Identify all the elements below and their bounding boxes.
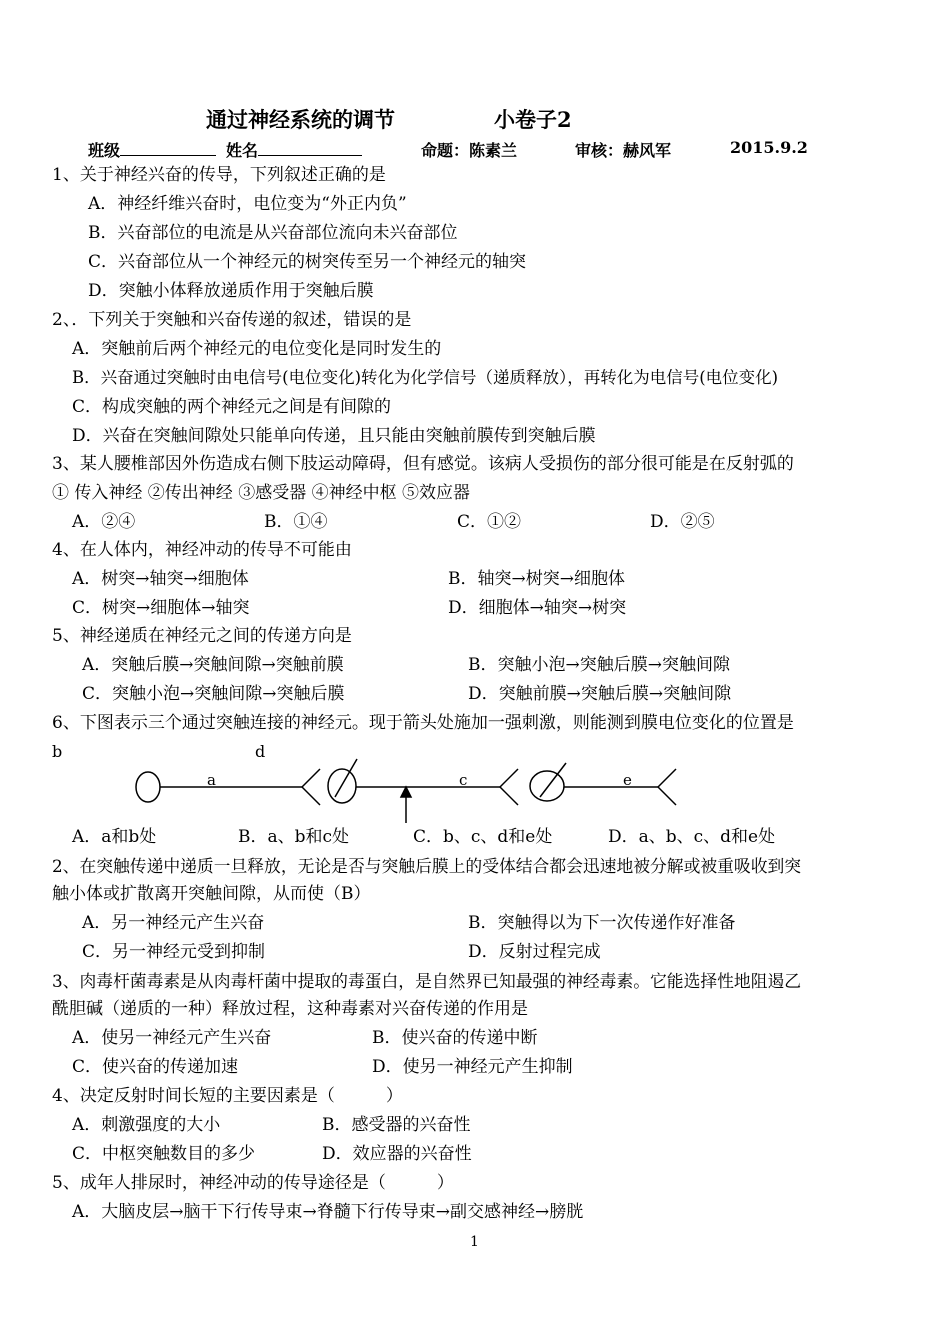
name-field[interactable] bbox=[226, 138, 362, 161]
q3-option-d[interactable]: D．②⑤ bbox=[650, 512, 715, 532]
page-title: 通过神经系统的调节 bbox=[206, 107, 395, 132]
class-label: 班级 bbox=[88, 141, 121, 160]
page-number: 1 bbox=[470, 1234, 479, 1250]
label-b: b bbox=[52, 742, 63, 761]
name-label: 姓名 bbox=[226, 141, 259, 160]
q5-option-b[interactable]: B．突触小泡→突触后膜→突触间隙 bbox=[468, 655, 730, 675]
q7-option-d[interactable]: D．反射过程完成 bbox=[468, 942, 601, 962]
q1-option-b[interactable]: B．兴奋部位的电流是从兴奋部位流向未兴奋部位 bbox=[88, 223, 458, 243]
q9-option-b[interactable]: B．感受器的兴奋性 bbox=[322, 1115, 471, 1135]
q9-option-c[interactable]: C．中枢突触数目的多少 bbox=[72, 1144, 256, 1164]
neuron-1 bbox=[136, 769, 320, 805]
q6-option-a[interactable]: A．a和b处 bbox=[72, 827, 157, 847]
q2-option-a[interactable]: A．突触前后两个神经元的电位变化是同时发生的 bbox=[72, 339, 442, 359]
q2-option-c[interactable]: C．构成突触的两个神经元之间是有间隙的 bbox=[72, 397, 392, 417]
q4-stem: 4、在人体内，神经冲动的传导不可能由 bbox=[52, 540, 352, 560]
neuron-3 bbox=[530, 763, 676, 805]
q4-option-b[interactable]: B．轴突→树突→细胞体 bbox=[448, 569, 625, 589]
q8-option-a[interactable]: A．使另一神经元产生兴奋 bbox=[72, 1028, 272, 1048]
class-blank[interactable] bbox=[120, 140, 216, 156]
q8-stem-line2: 酰胆碱（递质的一种）释放过程，这种毒素对兴奋传递的作用是 bbox=[52, 999, 528, 1019]
q7-stem-line2: 触小体或扩散离开突触间隙，从而使（B） bbox=[52, 884, 371, 904]
q1-option-a[interactable]: A．神经纤维兴奋时，电位变为“外正内负” bbox=[88, 194, 407, 214]
author-label: 命题：陈素兰 bbox=[421, 141, 518, 160]
label-e: e bbox=[623, 771, 632, 789]
neuron-diagram bbox=[0, 735, 950, 825]
q1-option-d[interactable]: D．突触小体释放递质作用于突触后膜 bbox=[88, 281, 374, 301]
q8-option-d[interactable]: D．使另一神经元产生抑制 bbox=[372, 1057, 573, 1077]
q4-option-a[interactable]: A．树突→轴突→细胞体 bbox=[72, 569, 249, 589]
q8-option-c[interactable]: C．使兴奋的传递加速 bbox=[72, 1057, 239, 1077]
q4-option-d[interactable]: D．细胞体→轴突→树突 bbox=[448, 598, 627, 618]
q1-stem: 1、关于神经兴奋的传导，下列叙述正确的是 bbox=[52, 165, 386, 185]
q6-stem: 6、下图表示三个通过突触连接的神经元。现于箭头处施加一强刺激，则能测到膜电位变化的位置是 bbox=[52, 713, 794, 733]
neuron-2 bbox=[328, 759, 518, 805]
q5-stem: 5、神经递质在神经元之间的传递方向是 bbox=[52, 626, 352, 646]
q3-stem: 3、某人腰椎部因外伤造成右侧下肢运动障碍，但有感觉。该病人受损伤的部分很可能是在反射弧的 bbox=[52, 454, 794, 474]
q5-option-a[interactable]: A．突触后膜→突触间隙→突触前膜 bbox=[82, 655, 344, 675]
q10-option-a[interactable]: A．大脑皮层→脑干下行传导束→脊髓下行传导束→副交感神经→膀胱 bbox=[72, 1202, 584, 1222]
q2-stem: 2、．下列关于突触和兴奋传递的叙述，错误的是 bbox=[52, 310, 412, 330]
q10-stem: 5、成年人排尿时，神经冲动的传导途径是（ ） bbox=[52, 1173, 454, 1193]
q6-option-d[interactable]: D．a、b、c、d和e处 bbox=[608, 827, 776, 847]
page-subtitle: 小卷子2 bbox=[494, 107, 572, 132]
date-label: 2015.9.2 bbox=[730, 138, 808, 157]
q6-option-b[interactable]: B．a、b和c处 bbox=[238, 827, 350, 847]
q1-option-c[interactable]: C．兴奋部位从一个神经元的树突传至另一个神经元的轴突 bbox=[88, 252, 527, 272]
q3-option-c[interactable]: C．①② bbox=[457, 512, 522, 532]
label-a: a bbox=[207, 771, 216, 789]
q9-stem: 4、决定反射时间长短的主要因素是（ ） bbox=[52, 1086, 403, 1106]
q4-option-c[interactable]: C．树突→细胞体→轴突 bbox=[72, 598, 250, 618]
q7-stem-line1: 2、在突触传递中递质一旦释放，无论是否与突触后膜上的受体结合都会迅速地被分解或被重吸收到突 bbox=[52, 856, 802, 876]
stimulus-arrow-icon bbox=[401, 787, 411, 823]
q7-option-c[interactable]: C．另一神经元受到抑制 bbox=[82, 942, 266, 962]
q3-option-b[interactable]: B．①④ bbox=[264, 512, 328, 532]
q6-option-c[interactable]: C．b、c、d和e处 bbox=[413, 827, 553, 847]
q5-option-d[interactable]: D．突触前膜→突触后膜→突触间隙 bbox=[468, 684, 732, 704]
q7-option-b[interactable]: B．突触得以为下一次传递作好准备 bbox=[468, 913, 736, 933]
q3-option-a[interactable]: A．②④ bbox=[72, 512, 136, 532]
label-c: c bbox=[459, 771, 468, 789]
class-field[interactable] bbox=[88, 138, 216, 161]
name-blank[interactable] bbox=[258, 140, 362, 156]
q5-option-c[interactable]: C．突触小泡→突触间隙→突触后膜 bbox=[82, 684, 345, 704]
q8-stem-line1: 3、肉毒杆菌毒素是从肉毒杆菌中提取的毒蛋白，是自然界已知最强的神经毒素。它能选择性地阻遏乙 bbox=[52, 971, 802, 991]
q9-option-a[interactable]: A．刺激强度的大小 bbox=[72, 1115, 221, 1135]
q2-option-b[interactable]: B．兴奋通过突触时由电信号(电位变化)转化为化学信号（递质释放），再转化为电信号(电位变化) bbox=[72, 368, 779, 387]
q8-option-b[interactable]: B．使兴奋的传递中断 bbox=[372, 1028, 538, 1048]
q9-option-d[interactable]: D．效应器的兴奋性 bbox=[322, 1144, 472, 1164]
q7-option-a[interactable]: A．另一神经元产生兴奋 bbox=[82, 913, 265, 933]
label-d: d bbox=[255, 742, 266, 761]
q3-choices: ① 传入神经 ②传出神经 ③感受器 ④神经中枢 ⑤效应器 bbox=[52, 483, 471, 503]
q2-option-d[interactable]: D．兴奋在突触间隙处只能单向传递，且只能由突触前膜传到突触后膜 bbox=[72, 426, 596, 446]
reviewer-label: 审核：赫风军 bbox=[575, 141, 672, 160]
